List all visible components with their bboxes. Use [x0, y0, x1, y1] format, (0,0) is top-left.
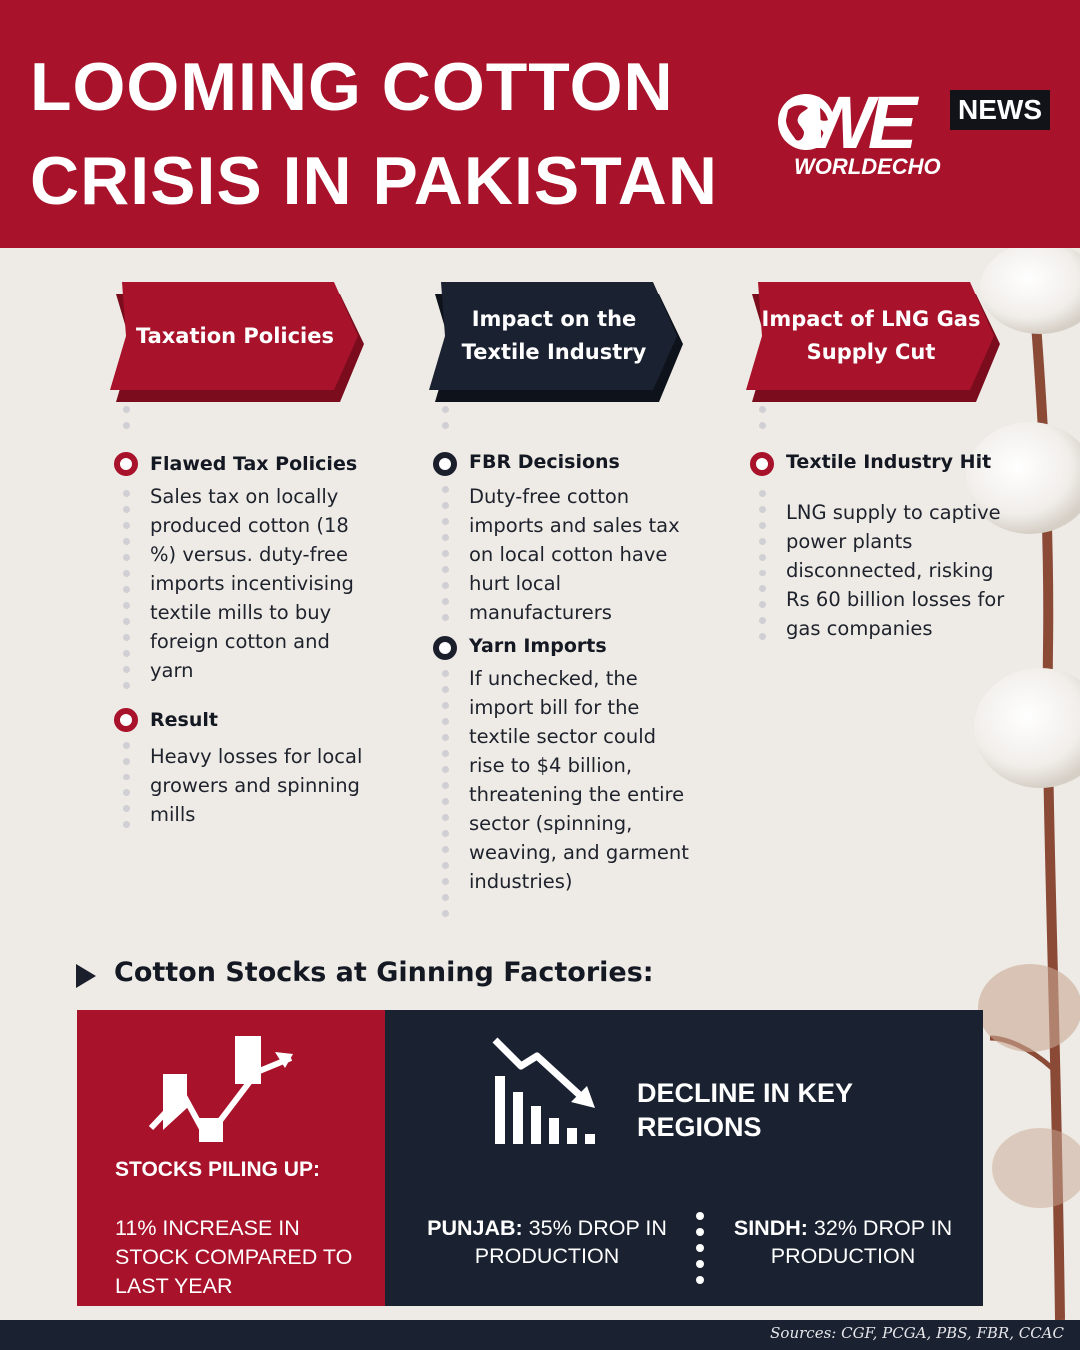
- rising-bar-chart-icon: [147, 1034, 303, 1146]
- timeline-dots: [759, 406, 765, 440]
- play-triangle-icon: [76, 964, 96, 988]
- title-line-1: LOOMING COTTON: [30, 49, 674, 125]
- item-title: Result: [150, 709, 218, 731]
- bullet-marker: [433, 636, 457, 660]
- logo-we-text: WE: [804, 81, 912, 164]
- sindh-label: SINDH:: [733, 1216, 808, 1240]
- piling-body: 11% INCREASE IN STOCK COMPARED TO LAST YEAR: [115, 1216, 353, 1298]
- stocks-piling-panel: [77, 1010, 385, 1306]
- column-textile-impact: [427, 278, 697, 893]
- timeline-dots: [123, 406, 129, 440]
- timeline-dots: [759, 490, 765, 640]
- region-separator-dots: [696, 1212, 704, 1284]
- decline-title-line-1: DECLINE IN KEY: [637, 1078, 854, 1108]
- footer-bar: [0, 1320, 1080, 1350]
- timeline-dots: [442, 406, 448, 440]
- decline-title: [637, 1076, 853, 1144]
- column-heading: Taxation Policies: [135, 323, 335, 348]
- stocks-heading-text: Cotton Stocks at Ginning Factories:: [114, 956, 654, 988]
- column-heading: Impact of LNG Gas Supply Cut: [761, 307, 981, 364]
- column-banner: [427, 278, 685, 406]
- header-banner: [0, 0, 1080, 248]
- item-title: Flawed Tax Policies: [150, 453, 358, 475]
- stocks-heading: [76, 952, 654, 992]
- bullet-marker: [114, 452, 138, 476]
- region-punjab: [417, 1214, 677, 1270]
- column-banner: [108, 278, 366, 406]
- title-line-2: CRISIS IN PAKISTAN: [30, 143, 718, 219]
- item-body: If unchecked, the import bill for the textile sector could rise to $4 billion, threatening the entire sector (spinning, weaving, and garment industries): [469, 667, 689, 893]
- column-banner: [744, 278, 1002, 406]
- timeline-dots: [123, 490, 129, 700]
- column-taxation-policies: [108, 278, 378, 826]
- decline-title-line-2: REGIONS: [637, 1112, 762, 1142]
- region-sindh: [713, 1214, 973, 1270]
- item-title: Yarn Imports: [469, 635, 607, 657]
- page-title: [30, 40, 770, 228]
- timeline-dots: [442, 670, 448, 920]
- bullet-marker: [114, 708, 138, 732]
- piling-title: STOCKS PILING UP:: [115, 1158, 320, 1181]
- timeline-dots: [442, 486, 448, 626]
- item-body: Heavy losses for local growers and spinning mills: [150, 745, 363, 826]
- logo-news-badge: NEWS: [950, 90, 1050, 130]
- regional-decline-panel: [385, 1010, 983, 1306]
- item-body: LNG supply to captive power plants disconnected, risking Rs 60 billion losses for gas companies: [786, 501, 1005, 640]
- bullet-marker: [750, 452, 774, 476]
- item-body: Sales tax on locally produced cotton (18 %) versus. duty-free imports incentivising textile mills to buy foreign cotton and yarn: [150, 485, 354, 682]
- punjab-label: PUNJAB:: [427, 1216, 523, 1240]
- column-heading: Impact on the Textile Industry: [461, 307, 647, 364]
- sources-text: Sources: CGF, PCGA, PBS, FBR, CCAC: [770, 1324, 1064, 1342]
- item-title: FBR Decisions: [469, 451, 620, 473]
- punjab-text: 35% DROP IN PRODUCTION: [474, 1216, 667, 1268]
- sindh-text: 32% DROP IN PRODUCTION: [770, 1216, 953, 1268]
- logo-brand-text: WORLDECHO: [794, 154, 941, 179]
- item-title: Textile Industry Hit: [786, 451, 992, 473]
- declining-bar-chart-icon: [491, 1036, 601, 1146]
- timeline-dots: [123, 742, 129, 828]
- column-lng-supply-cut: [744, 278, 1014, 640]
- item-body: Duty-free cotton imports and sales tax on local cotton have hurt local manufacturers: [469, 485, 680, 624]
- bullet-marker: [433, 452, 457, 476]
- worldecho-logo[interactable]: [774, 81, 1054, 194]
